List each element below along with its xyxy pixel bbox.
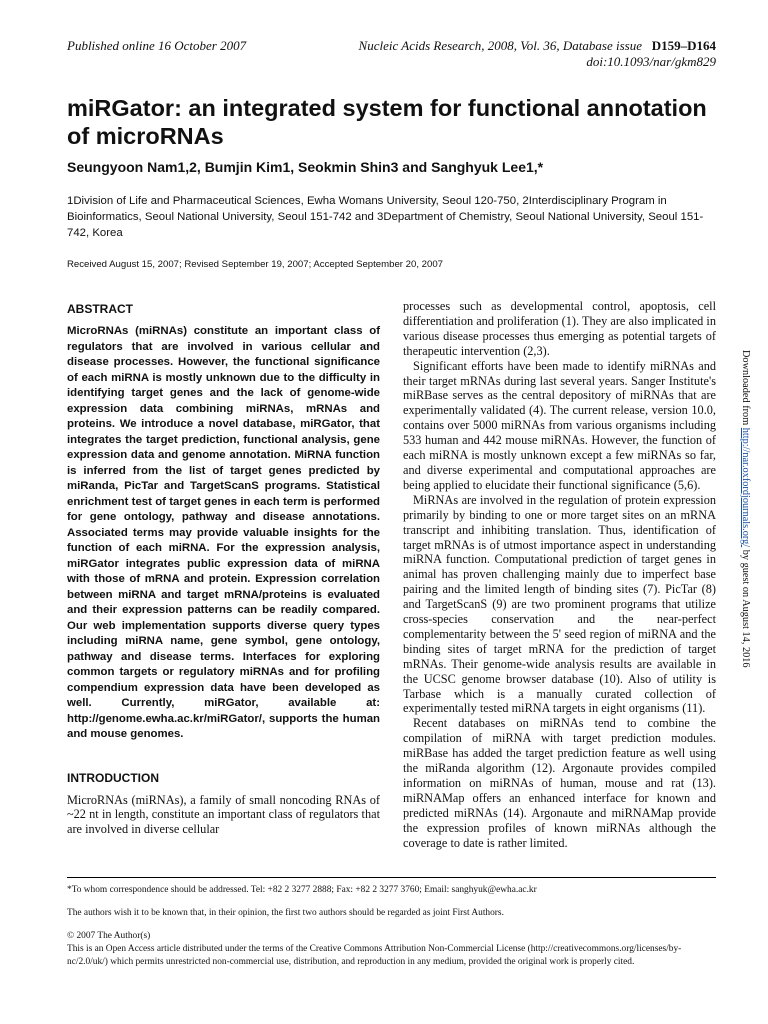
- journal-citation: Nucleic Acids Research, 2008, Vol. 36, Database issue: [358, 38, 642, 53]
- download-prefix: Downloaded from: [740, 350, 751, 428]
- abstract-heading: ABSTRACT: [67, 302, 133, 316]
- right-column: [403, 299, 716, 851]
- left-column: [67, 302, 380, 837]
- copyright-note: © 2007 The Author(s): [67, 931, 151, 941]
- journal-link[interactable]: http://nar.oxfordjournals.org/: [740, 427, 751, 548]
- intro-paragraph-4: Recent databases on miRNAs tend to combine the compilation of miRNA with target prediction modules. miRBase has added the target prediction feature as well using the miRanda algorithm (12). Argonaute provides compiled information on miRNAs of human, mouse and rat (13). miRNAMap offers an enhanced interface for known and predicted miRNAs (14). Argonaute and miRNAMap provide the expression profiles of known miRNAs although the coverage to date is rather limited.: [403, 716, 716, 850]
- received-dates: Received August 15, 2007; Revised September 19, 2007; Accepted September 20, 2007: [67, 259, 444, 270]
- intro-paragraph-1: MicroRNAs (miRNAs), a family of small noncoding RNAs of ~22 nt in length, constitute an important class of regulators that are involved in diverse cellular: [67, 792, 380, 837]
- published-date: Published online 16 October 2007: [67, 38, 247, 53]
- journal-header: [330, 38, 716, 70]
- footnote-rule: [67, 877, 716, 878]
- license-note: This is an Open Access article distributed under the terms of the Creative Commons Attribution Non-Commercial License (http://creativecommons.org/licenses/by-nc/2.0/uk/) which permits unrestricted non-commercial use, distribution, and reproduction in any medium, provided the original work is properly cited.: [67, 944, 682, 967]
- joint-authors-note: The authors wish it to be known that, in their opinion, the first two authors should be regarded as joint First Authors.: [67, 908, 504, 918]
- authors: Seungyoon Nam1,2, Bumjin Kim1, Seokmin Shin3 and Sanghyuk Lee1,*: [67, 159, 544, 175]
- intro-paragraph-3: MiRNAs are involved in the regulation of protein expression primarily by binding to one or more target sites on an mRNA transcript and inhibiting translation. Thus, identification of target mRNAs is of utmost importance aspect in understanding miRNA function. Computational prediction of target genes in animal has proven challenging mainly due to imperfect base pairing and the limited length of binding sites (7). PicTar (8) and TargetScanS (9) are two prominent programs that utilize cross-species conservation and the near-perfect complementarity between the 5' seed region of miRNA and the binding sites of target mRNA for the prediction of target mRNAs. Their genome-wide analysis results are available in the UCSC genome browser database (10). Also of utility is Tarbase which is a manually curated collection of experimentally tested miRNA targets in eight organisms (11).: [403, 492, 716, 716]
- intro-paragraph-2: Significant efforts have been made to identify miRNAs and their target mRNAs during last several years. Sanger Institute's miRBase serves as the central depository of miRNAs that are experimentally validated (4). The current release, version 10.0, contains over 5000 miRNAs from various organisms including 533 human and 442 mouse miRNAs. However, the function of each miRNA is mostly unknown except a few miRNAs so far, and diverse experimental and computational approaches are being applied to elucidate their functional significance (5,6).: [403, 358, 716, 492]
- paper-title: miRGator: an integrated system for functional annotation of microRNAs: [67, 95, 707, 149]
- introduction-heading: INTRODUCTION: [67, 770, 159, 785]
- correspondence-note: *To whom correspondence should be addressed. Tel: +82 2 3277 2888; Fax: +82 2 3277 3760; Email: sanghyuk@ewha.ac.kr: [67, 885, 537, 895]
- download-suffix: by guest on August 14, 2016: [740, 547, 751, 668]
- abstract-text: MicroRNAs (miRNAs) constitute an important class of regulators that are involved in various cellular and disease processes. However, the functional significance of each miRNA is mostly unknown due to the difficulty in identifying target genes and the lack of genome-wide expression data combining miRNAs, mRNAs and proteins. We introduce a novel database, miRGator, that integrates the target prediction, functional analysis, gene expression data and genome annotation. MiRNA function is inferred from the list of target genes predicted by miRanda, PicTar and TargetScanS programs. Statistical enrichment test of target genes in each term is performed for gene ontology, pathway and disease annotations. Associated terms may provide valuable insights for the function of each miRNA. For the expression analysis, miRGator integrates public expression data of miRNA with those of mRNA and protein. Expression correlation between miRNA and target mRNA/proteins is evaluated and their expression patterns can be readily compared. Our web implementation supports diverse query types including miRNA name, gene symbol, gene ontology, pathway and disease terms. Interfaces for exploring common targets or regulatory miRNAs and for profiling compendium expression data have been developed as well. Currently, miRGator, available at: http://genome.ewha.ac.kr/miRGator/, supports the human and mouse genomes.: [67, 325, 380, 740]
- download-watermark: [736, 350, 756, 770]
- footnotes: [67, 884, 717, 979]
- affiliations: 1Division of Life and Pharmaceutical Sciences, Ewha Womans University, Seoul 120-750, 2Interdisciplinary Program in Bioinformatics, Seoul National University, Seoul 151-742 and 3Department of Chemistry, Seoul National University, Seoul 151-742, Korea: [67, 195, 704, 239]
- intro-paragraph-1-continued: processes such as developmental control, apoptosis, cell differentiation and proliferation (1). They are also implicated in various disease processes thus emerging as potential targets of therapeutic intervention (2,3).: [403, 299, 716, 358]
- page-range: D159–D164: [651, 38, 716, 53]
- doi: doi:10.1093/nar/gkm829: [586, 54, 716, 69]
